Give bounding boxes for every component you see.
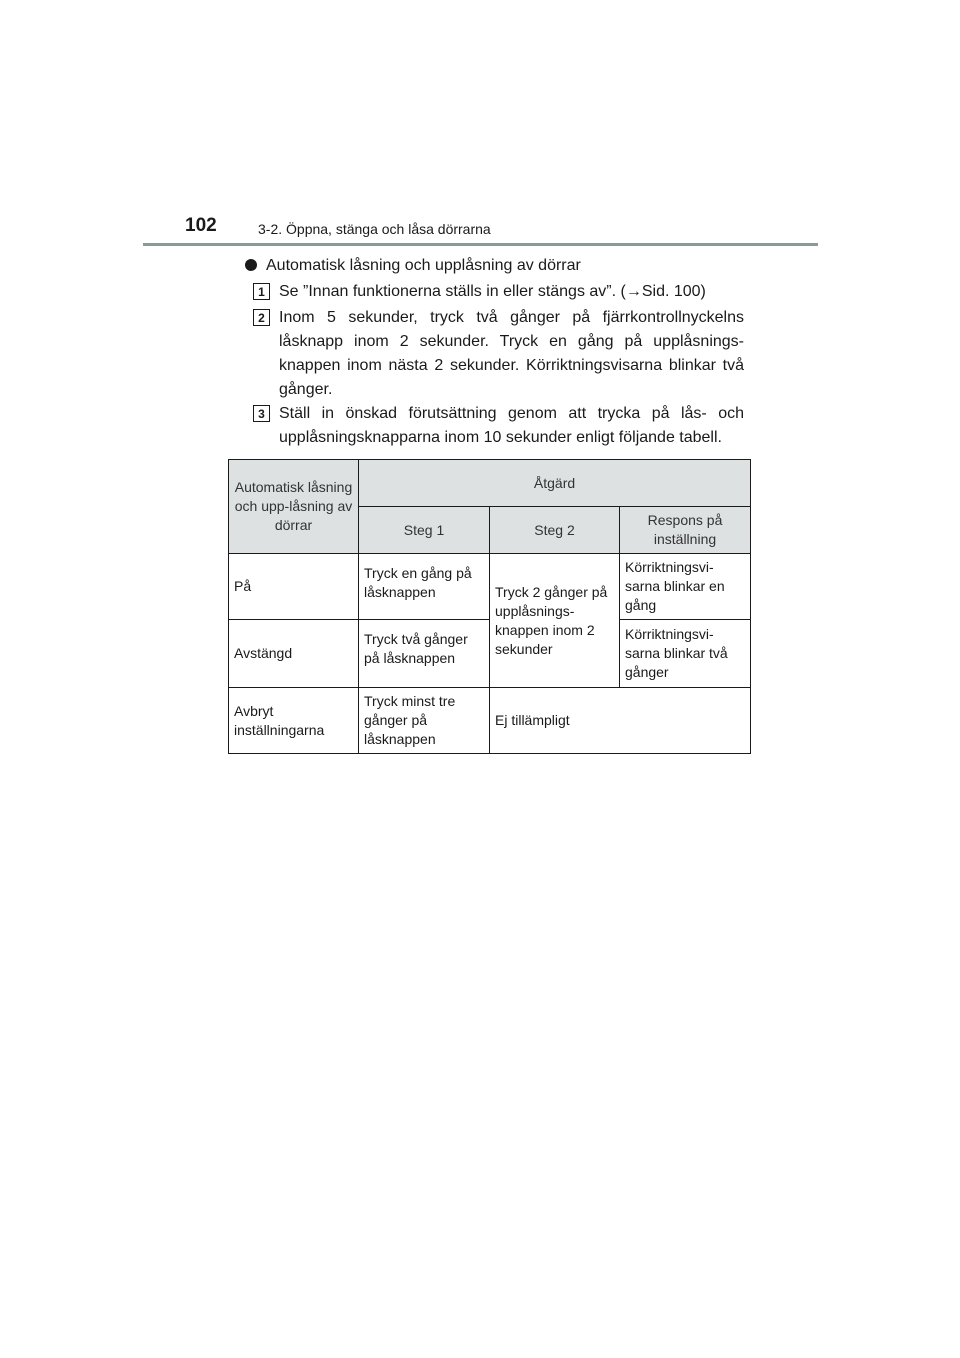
subheader-step2: Steg 2 — [490, 507, 620, 554]
page-number: 102 — [185, 215, 217, 236]
setting-cell: På — [229, 554, 359, 620]
step-text-3: Ställ in önskad förutsättning genom att trycka på lås- och upplåsningsknapparna inom 10 sekunder enligt följande tabell. — [279, 405, 744, 446]
step-number-2: 2 — [253, 309, 270, 326]
step-number-3: 3 — [253, 405, 270, 422]
table-row — [229, 554, 751, 620]
bullet-heading-row — [245, 255, 581, 276]
response-cell: Körriktningsvi-sarna blinkar två gånger — [620, 620, 751, 688]
table-row — [229, 688, 751, 754]
subheader-response: Respons på inställning — [620, 507, 751, 554]
step-number-1: 1 — [253, 283, 270, 300]
step1-cell: Tryck två gånger på låsknappen — [359, 620, 490, 688]
section-title: 3-2. Öppna, stänga och låsa dörrarna — [258, 221, 491, 237]
settings-table — [228, 459, 751, 754]
header-setting-column: Automatisk låsning och upp-låsning av dörrar — [229, 460, 359, 554]
bullet-heading: Automatisk låsning och upplåsning av dörrar — [266, 257, 581, 274]
step-text-1: Se ”Innan funktionerna ställs in eller stängs av”. (→Sid. 100) — [279, 283, 706, 300]
step1-cell: Tryck en gång på låsknappen — [359, 554, 490, 620]
step-text-2: Inom 5 sekunder, tryck två gånger på fjärrkontrollnyckelns låsknapp inom 2 sekunder. Tryck en gång på upplåsnings-knappen inom nästa 2 sekunder. Körriktningsvisarna blinkar två gånger. — [279, 309, 744, 398]
setting-cell: Avbryt inställningarna — [229, 688, 359, 754]
bullet-dot-icon — [245, 259, 257, 271]
subheader-step1: Steg 1 — [359, 507, 490, 554]
step1-cell: Tryck minst tre gånger på låsknappen — [359, 688, 490, 754]
header-action: Åtgärd — [359, 460, 751, 507]
table-header-row — [229, 460, 751, 507]
setting-cell: Avstängd — [229, 620, 359, 688]
step2-response-cell: Ej tillämpligt — [490, 688, 751, 754]
shared-step2-cell: Tryck 2 gånger på upplåsnings-knappen inom 2 sekunder — [490, 554, 620, 688]
header-divider — [143, 243, 818, 246]
response-cell: Körriktningsvi-sarna blinkar en gång — [620, 554, 751, 620]
